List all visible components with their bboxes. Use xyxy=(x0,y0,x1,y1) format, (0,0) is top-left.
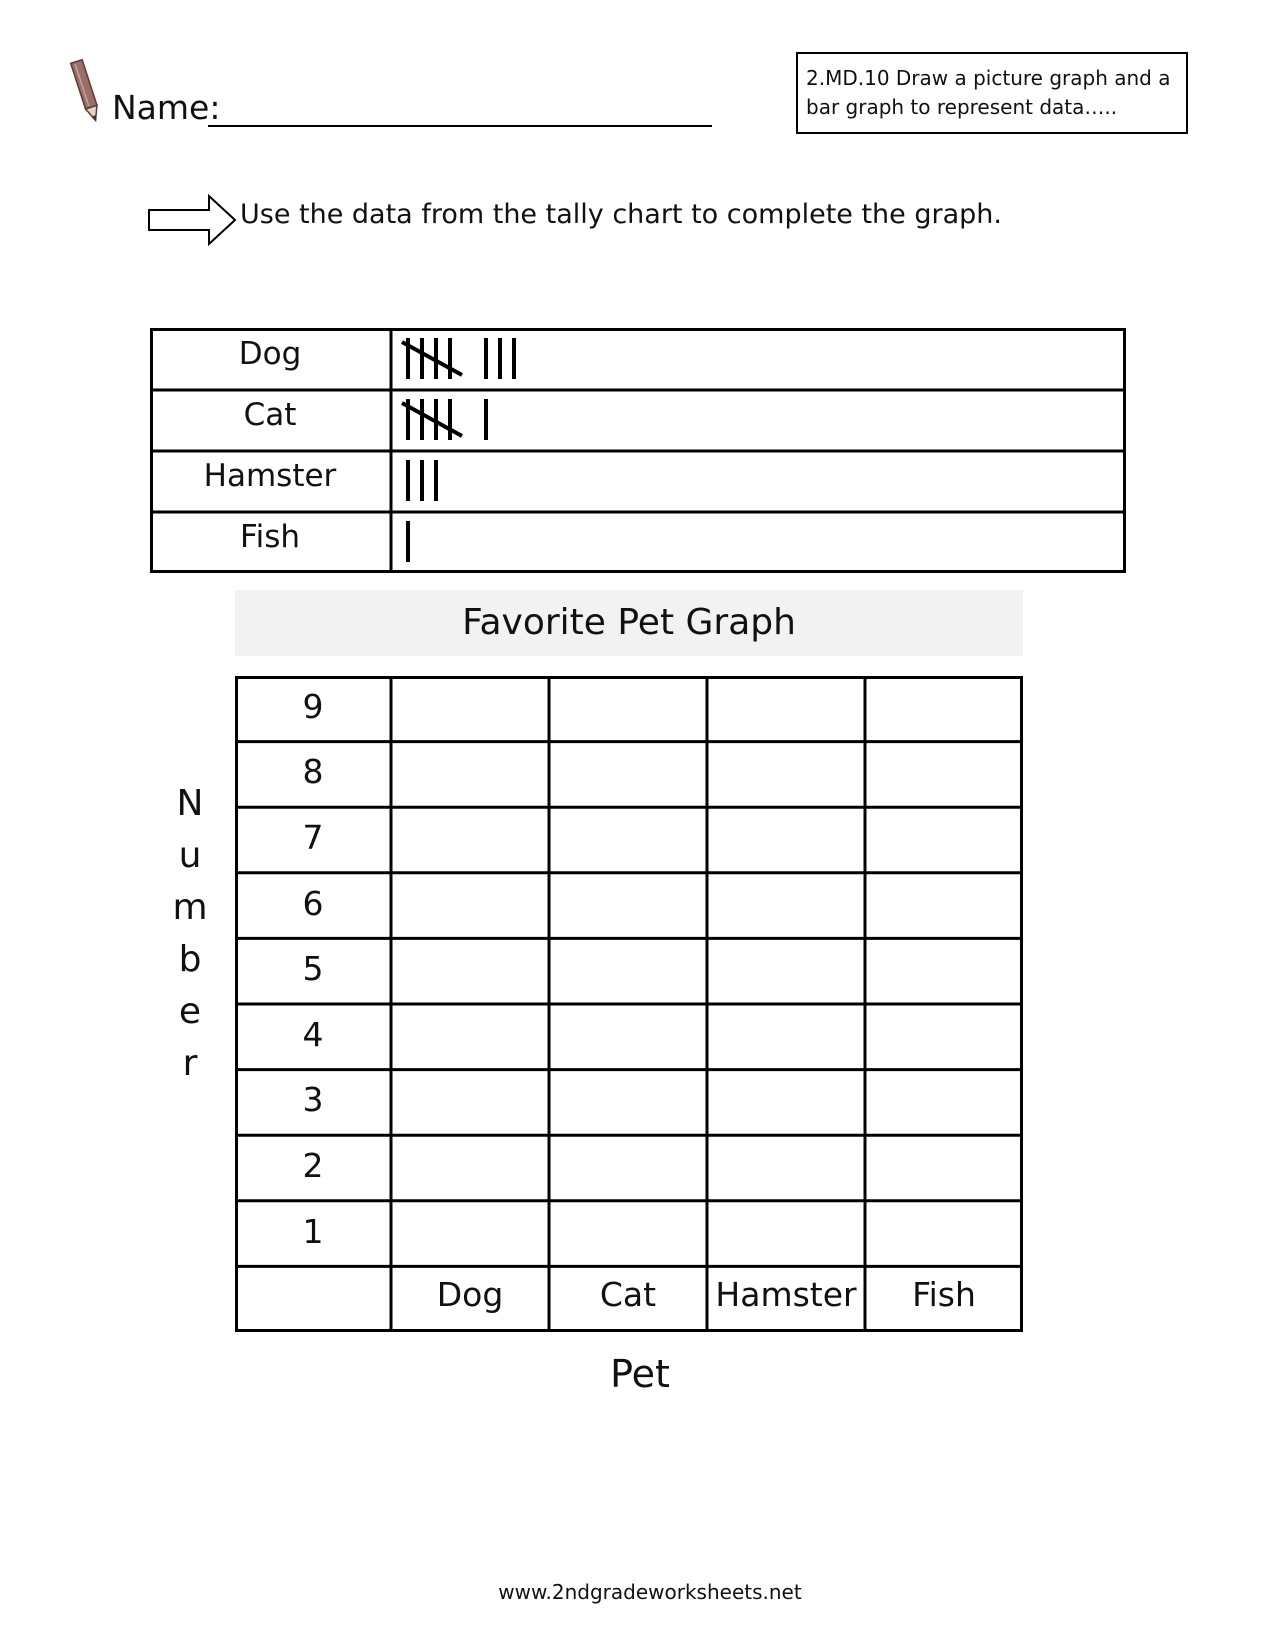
tally-label: Fish xyxy=(240,519,300,555)
bar-graph-grid xyxy=(235,676,1023,1332)
x-axis-label: Pet xyxy=(610,1352,670,1396)
pencil-icon xyxy=(66,56,106,126)
standard-line-2: bar graph to represent data….. xyxy=(806,95,1118,119)
tally-row xyxy=(150,450,1126,511)
name-write-line[interactable] xyxy=(208,125,712,127)
tally-label: Cat xyxy=(243,397,297,433)
y-axis-letter: e xyxy=(178,991,202,1032)
tally-chart xyxy=(150,328,1126,573)
y-tick-label: 2 xyxy=(302,1146,324,1185)
name-label: Name: xyxy=(112,88,221,127)
y-axis-letter: u xyxy=(178,835,202,876)
standard-box xyxy=(796,52,1188,134)
y-axis-letter: N xyxy=(176,783,204,824)
arrow-right-icon xyxy=(147,194,237,246)
x-category-label: Cat xyxy=(599,1275,657,1315)
tally-marks xyxy=(394,511,694,572)
y-tick-label: 9 xyxy=(302,686,324,726)
instruction-text: Use the data from the tally chart to complete the graph. xyxy=(240,199,1002,230)
y-axis-letter: r xyxy=(182,1043,198,1084)
y-tick-label: 6 xyxy=(302,883,324,923)
tally-marks xyxy=(394,450,694,511)
tally-cross-stroke xyxy=(402,342,462,375)
tally-label: Hamster xyxy=(203,458,337,494)
y-tick-label: 1 xyxy=(302,1211,324,1251)
y-tick-label: 8 xyxy=(302,752,324,792)
y-tick-label: 3 xyxy=(302,1080,324,1120)
tally-row xyxy=(150,389,1126,450)
standard-line-1: 2.MD.10 Draw a picture graph and a xyxy=(806,66,1171,90)
x-category-label: Hamster xyxy=(715,1275,857,1315)
tally-row xyxy=(150,328,1126,389)
x-category-label: Dog xyxy=(436,1275,504,1315)
footer-url: www.2ndgradeworksheets.net xyxy=(498,1580,802,1604)
x-category-label: Fish xyxy=(912,1275,976,1315)
tally-label: Dog xyxy=(238,336,302,372)
y-tick-label: 4 xyxy=(302,1014,324,1054)
y-axis-label xyxy=(168,778,212,1090)
y-tick-label: 7 xyxy=(302,818,324,857)
tally-marks xyxy=(394,328,694,389)
y-tick-label: 5 xyxy=(302,949,324,989)
tally-row xyxy=(150,511,1126,572)
graph-title: Favorite Pet Graph xyxy=(235,590,1023,656)
y-axis-letter: b xyxy=(178,939,202,980)
tally-marks xyxy=(394,389,694,450)
y-axis-letter: m xyxy=(172,887,208,928)
tally-cross-stroke xyxy=(402,403,462,436)
